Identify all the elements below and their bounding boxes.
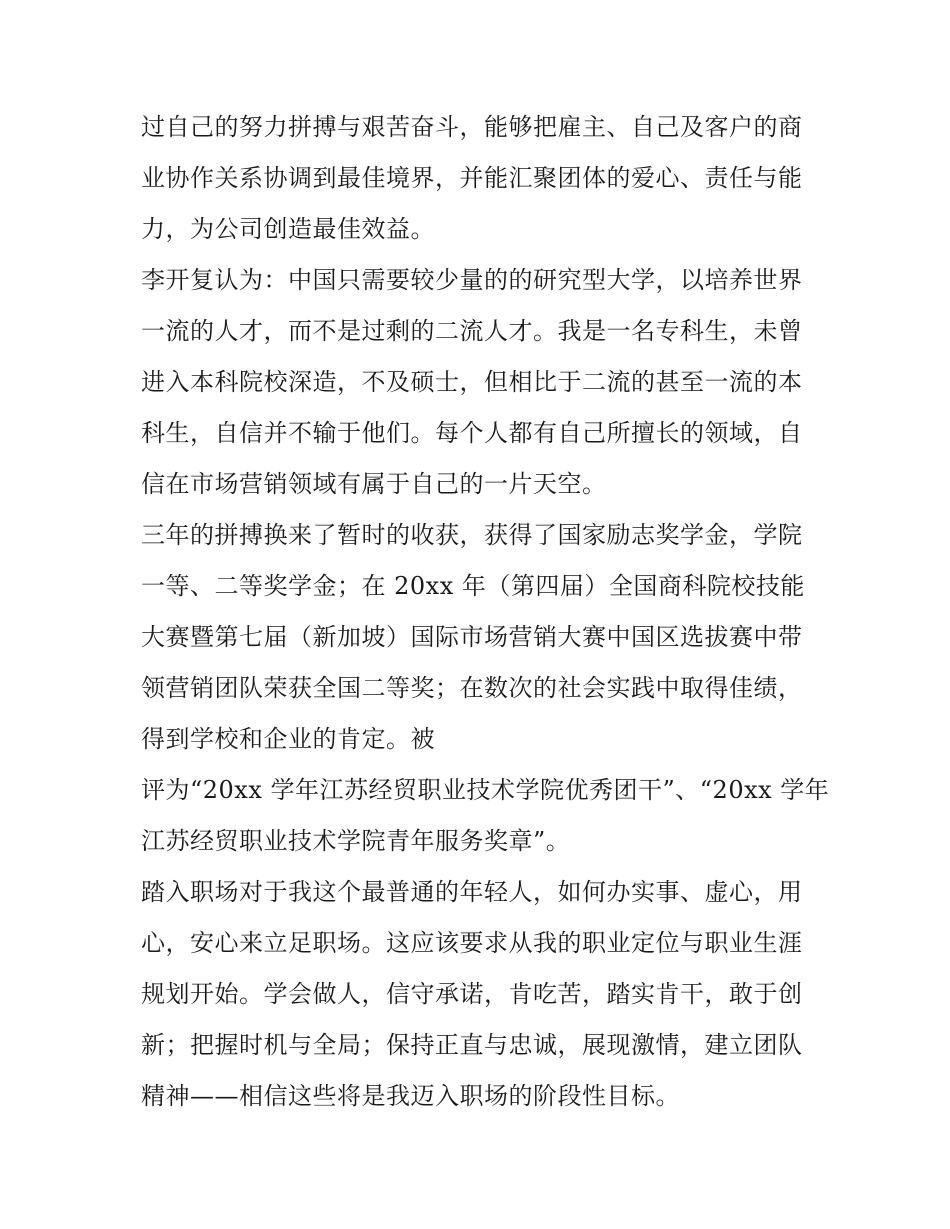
text-line: 心，安心来立足职场。这应该要求从我的职业定位与职业生涯 <box>141 929 803 957</box>
text-line: 江苏经贸职业技术学院青年服务奖章”。 <box>141 827 571 855</box>
text-line: 李开复认为：中国只需要较少量的的研究型大学，以培养世界 <box>141 266 803 294</box>
text-line: 过自己的努力拼搏与艰苦奋斗，能够把雇主、自己及客户的商 <box>141 113 803 141</box>
text-line: 精神——相信这些将是我迈入职场的阶段性目标。 <box>141 1082 680 1110</box>
text-line: 业协作关系协调到最佳境界，并能汇聚团体的爱心、责任与能 <box>141 164 803 192</box>
text-line: 三年的拼搏换来了暂时的收获，获得了国家励志奖学金，学院 <box>141 521 803 549</box>
text-line: 规划开始。学会做人，信守承诺，肯吃苦，踏实肯干，敢于创 <box>141 980 803 1008</box>
text-line: 力，为公司创造最佳效益。 <box>141 215 435 243</box>
text-line: 一流的人才，而不是过剩的二流人才。我是一名专科生，未曾 <box>141 317 803 345</box>
text-line: 信在市场营销领域有属于自己的一片天空。 <box>141 470 607 498</box>
text-line: 科生，自信并不输于他们。每个人都有自己所擅长的领域，自 <box>141 419 803 447</box>
text-line: 进入本科院校深造，不及硕士，但相比于二流的甚至一流的本 <box>141 368 803 396</box>
text-line: 得到学校和企业的肯定。被 <box>141 725 435 753</box>
text-line: 评为“20xx 学年江苏经贸职业技术学院优秀团干”、“20xx 学年 <box>141 776 830 804</box>
text-line: 新；把握时机与全局；保持正直与忠诚，展现激情，建立团队 <box>141 1031 803 1059</box>
text-line: 踏入职场对于我这个最普通的年轻人，如何办实事、虚心，用 <box>141 878 803 906</box>
document-body <box>141 102 830 1122</box>
text-line: 领营销团队荣获全国二等奖；在数次的社会实践中取得佳绩， <box>141 674 803 702</box>
text-line: 一等、二等奖学金；在 20xx 年（第四届）全国商科院校技能 <box>141 572 805 600</box>
text-line: 大赛暨第七届（新加坡）国际市场营销大赛中国区选拔赛中带 <box>141 623 803 651</box>
